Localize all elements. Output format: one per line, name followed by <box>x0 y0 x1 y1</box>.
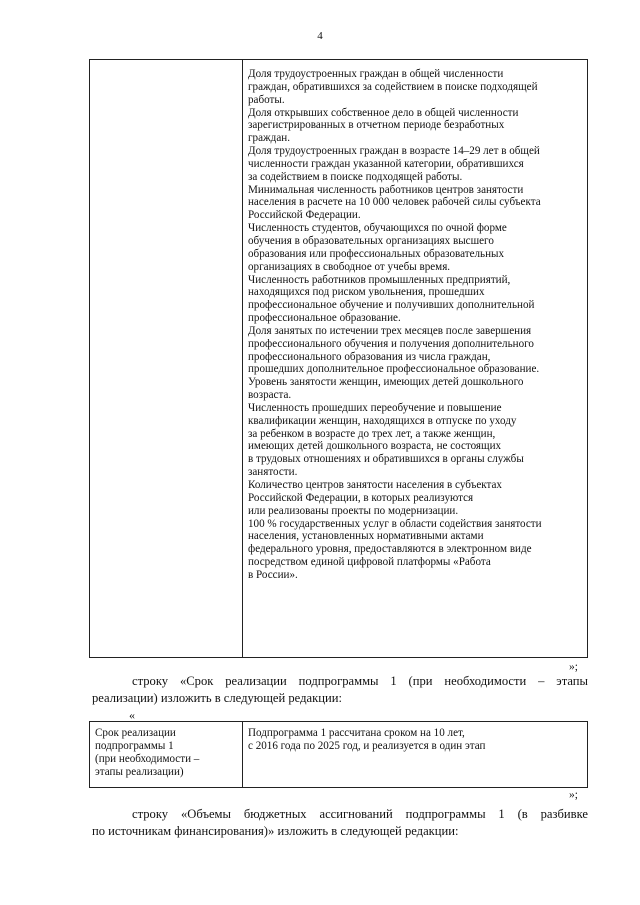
indicator-line: занятости. <box>248 466 298 479</box>
indicator-line: граждан. <box>248 132 290 145</box>
indicator-line: профессиональное обучение и получивших дополнительной <box>248 299 535 312</box>
indicator-line: в России». <box>248 568 298 581</box>
indicator-line: за ребенком в возрасте до трех лет, а также женщин, <box>248 427 496 440</box>
indicator-paragraph <box>248 145 587 184</box>
amendment-instruction-line: строку «Объемы бюджетных ассигнований подпрограммы 1 (в разбивке <box>132 807 588 821</box>
indicator-line: профессионального образования из числа граждан, <box>248 350 491 363</box>
indicator-line: Количество центров занятости населения в субъектах <box>248 479 502 491</box>
indicator-line: находящихся под риском увольнения, прошедших <box>248 286 485 299</box>
indicator-line: Доля открывших собственное дело в общей численности <box>248 106 519 119</box>
indicator-paragraph <box>248 376 587 402</box>
indicator-line: Минимальная численность работников центров занятости <box>248 183 524 196</box>
page-number: 4 <box>317 30 323 42</box>
indicator-line: Доля трудоустроенных граждан в возрасте 14–29 лет в общей <box>248 145 540 158</box>
indicator-line: организациях в свободное от учебы время. <box>248 260 451 273</box>
indicator-line: Доля трудоустроенных граждан в общей численности <box>248 68 504 80</box>
closing-quote: »; <box>569 661 578 673</box>
indicators-table <box>89 59 588 658</box>
indicator-line: образования или профессиональных образовательных <box>248 247 505 260</box>
amendment-instruction-budget <box>92 806 588 840</box>
indicator-line: Численность студентов, обучающихся по очной форме <box>248 222 507 235</box>
amendment-instruction-line: по источникам финансирования)» изложить в следующей редакции: <box>92 824 459 838</box>
indicator-paragraph <box>248 184 587 223</box>
term-value-line: Подпрограмма 1 рассчитана сроком на 10 лет, <box>248 727 465 739</box>
amendment-instruction-line: строку «Срок реализации подпрограммы 1 (при необходимости – этапы <box>132 674 588 688</box>
term-table <box>89 721 588 788</box>
term-value-line: с 2016 года по 2025 год, и реализуется в один этап <box>248 739 486 752</box>
indicator-line: возраста. <box>248 389 292 402</box>
amendment-instruction-line: реализации) изложить в следующей редакции: <box>92 691 342 705</box>
opening-quote: « <box>129 708 135 722</box>
indicator-paragraph <box>248 274 587 325</box>
indicator-line: федерального уровня, предоставляются в электронном виде <box>248 543 532 556</box>
indicator-line: посредством единой цифровой платформы «Работа <box>248 556 491 569</box>
amendment-instruction-term <box>92 673 588 707</box>
indicator-line: зарегистрированных в отчетном периоде безработных <box>248 119 505 132</box>
indicator-line: населения, установленных нормативными актами <box>248 530 484 543</box>
indicators-table-right-cell <box>243 60 587 657</box>
indicator-line: Уровень занятости женщин, имеющих детей дошкольного <box>248 376 524 389</box>
indicator-line: имеющих детей дошкольного возраста, не состоящих <box>248 440 502 453</box>
indicator-line: Российской Федерации. <box>248 209 361 222</box>
indicator-paragraph <box>248 479 587 518</box>
indicator-line: Численность работников промышленных предприятий, <box>248 273 511 286</box>
indicator-paragraph <box>248 402 587 479</box>
term-table-right-cell <box>243 722 587 787</box>
indicator-line: квалификации женщин, находящихся в отпуске по уходу <box>248 414 517 427</box>
indicator-paragraph <box>248 222 587 273</box>
indicator-line: профессиональное образование. <box>248 312 401 325</box>
indicator-line: обучения в образовательных организациях высшего <box>248 234 494 247</box>
indicator-line: Численность прошедших переобучение и повышение <box>248 401 502 414</box>
indicator-line: прошедших дополнительное профессиональное образование. <box>248 363 540 376</box>
term-label-line: Срок реализации <box>95 727 176 739</box>
indicator-paragraph <box>248 68 587 107</box>
indicator-line: Доля занятых по истечении трех месяцев после завершения <box>248 324 532 337</box>
term-label-line: (при необходимости – <box>95 752 200 765</box>
closing-quote: »; <box>569 789 578 801</box>
indicator-paragraph <box>248 107 587 146</box>
indicator-line: 100 % государственных услуг в области содействия занятости <box>248 517 542 530</box>
indicator-line: в трудовых отношениях и обратившихся в органы службы <box>248 453 524 466</box>
indicator-line: профессионального обучения и получения дополнительного <box>248 337 534 350</box>
term-table-left-cell <box>90 722 243 787</box>
indicator-line: Российской Федерации, в которых реализуются <box>248 491 474 504</box>
indicator-paragraph <box>248 325 587 376</box>
term-label-line: подпрограммы 1 <box>95 739 174 752</box>
indicator-line: численности граждан указанной категории, обратившихся <box>248 157 524 170</box>
indicator-line: за содействием в поиске подходящей работы. <box>248 170 463 183</box>
term-label-line: этапы реализации) <box>95 765 184 778</box>
indicator-paragraph <box>248 518 587 582</box>
indicator-line: населения в расчете на 10 000 человек рабочей силы субъекта <box>248 196 541 209</box>
indicators-table-left-cell <box>90 60 243 657</box>
indicator-line: граждан, обратившихся за содействием в поиске подходящей <box>248 80 538 93</box>
indicator-line: или реализованы проекты по модернизации. <box>248 504 459 517</box>
indicator-line: работы. <box>248 93 285 106</box>
